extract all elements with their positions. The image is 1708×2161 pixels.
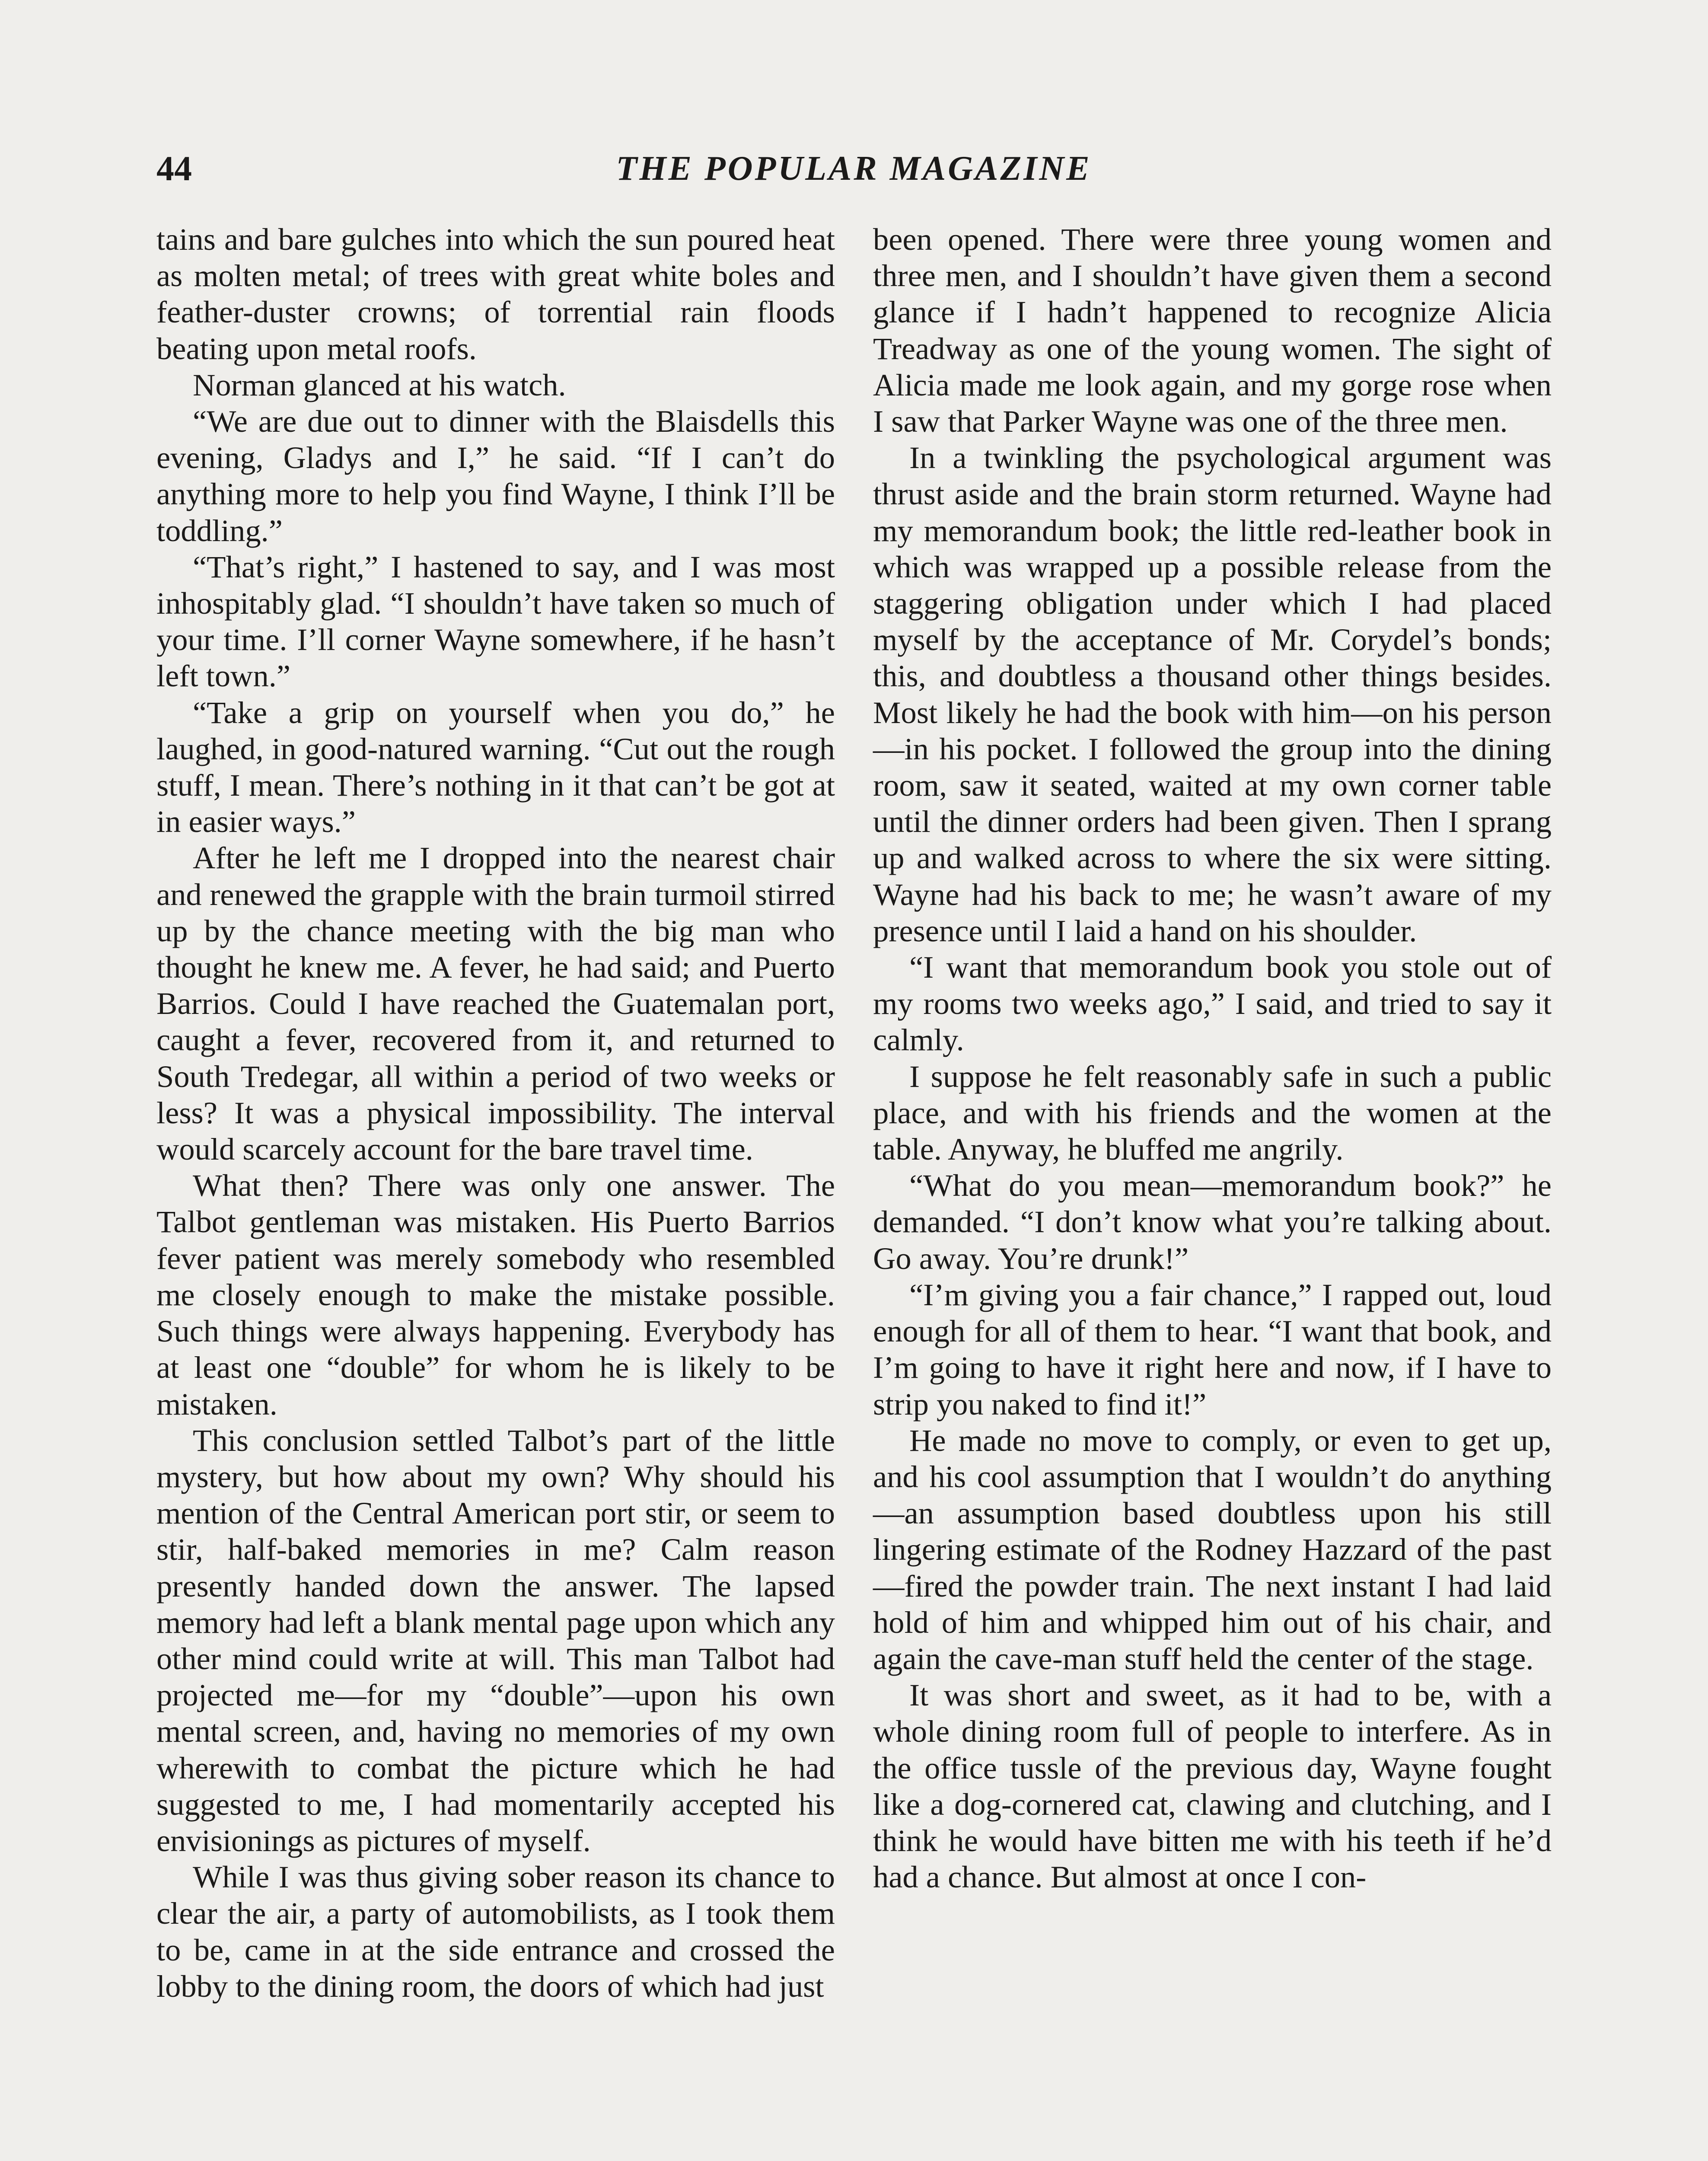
paragraph: I suppose he felt reasonably safe in such a public place, and with his friends and the women at the table. Anyway, he bluffed me angrily. [873,1058,1552,1167]
paragraph: “I want that memorandum book you stole out of my rooms two weeks ago,” I said, and tried to say it calmly. [873,950,1552,1058]
paragraph: It was short and sweet, as it had to be, with a whole dining room full of people to interfere. As in the office tussle of the previous day, Wayne fought like a dog-cornered cat, clawing and clutching, and I think he would have bitten me with his teeth if he’d had a chance. But almost at once I con- [873,1677,1552,1895]
paragraph: “I’m giving you a fair chance,” I rapped out, loud enough for all of them to hear. “I want that book, and I’m going to have it right here and now, if I have to strip you naked to find it!” [873,1277,1552,1422]
paragraph: Norman glanced at his watch. [193,367,566,402]
paragraph: “We are due out to dinner with the Blaisdells this evening, Gladys and I,” he said. “If I can’t do anything more to help you find Wayne, I think I’ll be toddling.” [156,404,835,548]
paragraph: What then? There was only one answer. The Talbot gentleman was mistaken. His Puerto Barrios fever patient was merely somebody who resembled me closely enough to make the mistake possible. Such things were always happening. Everybody has at least one “double” for whom he is likely to be mistaken. [156,1168,835,1422]
page-header [156,143,1551,194]
running-title: THE POPULAR MAGAZINE [616,150,1092,188]
paragraph: This conclusion settled Talbot’s part of the little mystery, but how about my own? Why should his mention of the Central American port stir, or seem to stir, half-baked memories in me? Calm reason presently handed down the answer. The lapsed memory had left a blank mental page upon which any other mind could write at will. This man Talbot had projected me—for my “double”—upon his own mental screen, and, having no memories of my own wherewith to combat the picture which he had suggested to me, I had momentarily accepted his envisionings as pictures of myself. [156,1422,835,1858]
right-text-column [873,221,1552,1895]
paragraph: He made no move to comply, or even to get up, and his cool assumption that I wouldn’t do anything—an assumption based doubtless upon his still lingering estimate of the Rodney Hazzard of the past—fired the powder train. The next instant I had laid hold of him and whipped him out of his chair, and again the cave-man stuff held the center of the stage. [873,1422,1552,1676]
paragraph: While I was thus giving sober reason its chance to clear the air, a party of automobilists, as I took them to be, came in at the side entrance and crossed the lobby to the dining room, the doors of which had just [156,1859,835,2004]
paragraph: “That’s right,” I hastened to say, and I was most inhospitably glad. “I shouldn’t have taken so much of your time. I’ll corner Wayne somewhere, if he hasn’t left town.” [156,549,835,694]
paragraph: After he left me I dropped into the nearest chair and renewed the grapple with the brain turmoil stirred up by the chance meeting with the big man who thought he knew me. A fever, he had said; and Puerto Barrios. Could I have reached the Guatemalan port, caught a fever, recovered from it, and returned to South Tredegar, all within a period of two weeks or less? It was a physical impossibility. The interval would scarcely account for the bare travel time. [156,840,835,1167]
paragraph: “What do you mean—memorandum book?” he demanded. “I don’t know what you’re talking about. Go away. You’re drunk!” [873,1168,1552,1276]
paragraph: been opened. There were three young women and three men, and I shouldn’t have given them a second glance if I hadn’t happened to recognize Alicia Treadway as one of the young women. The sight of Alicia made me look again, and my gorge rose when I saw that Parker Wayne was one of the three men. [873,222,1552,439]
left-text-column [156,221,835,2005]
page-number: 44 [156,149,192,188]
paragraph: “Take a grip on yourself when you do,” he laughed, in good-natured warning. “Cut out the rough stuff, I mean. There’s nothing in it that can’t be got at in easier ways.” [156,695,835,839]
paragraph: In a twinkling the psychological argument was thrust aside and the brain storm returned. Wayne had my memorandum book; the little red-leather book in which was wrapped up a possible release from the staggering obligation under which I had placed myself by the acceptance of Mr. Corydel’s bonds; this, and doubtless a thousand other things besides. Most likely he had the book with him—on his person—in his pocket. I followed the group into the dining room, saw it seated, waited at my own corner table until the dinner orders had been given. Then I sprang up and walked across to where the six were sitting. Wayne had his back to me; he wasn’t aware of my presence until I laid a hand on his shoulder. [873,440,1552,948]
paragraph: tains and bare gulches into which the sun poured heat as molten metal; of trees with great white boles and feather-duster crowns; of torrential rain floods beating upon metal roofs. [156,222,835,366]
